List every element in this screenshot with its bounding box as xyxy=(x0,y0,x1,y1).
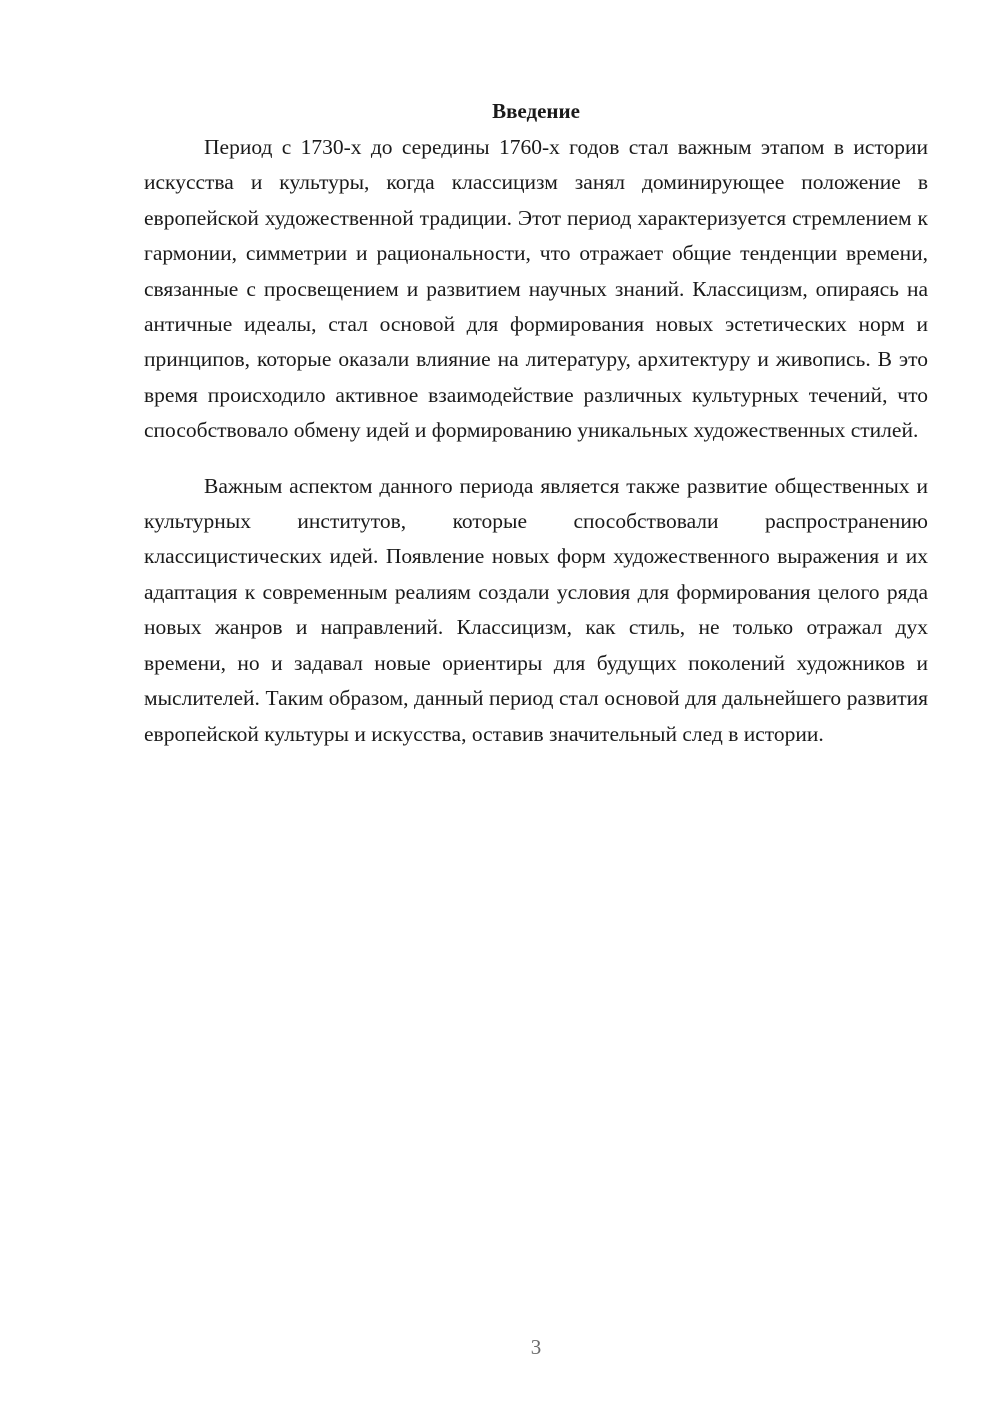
paragraph-2: Важным аспектом данного периода является также развитие общественных и культурных институтов, которые способствовали распространению классицистических идей. Появление новых форм художественного выражения и их адаптация к современным реалиям создали условия для формирования целого ряда новых жанров и направлений. Классицизм, как стиль, не только отражал дух времени, но и задавал новые ориентиры для будущих поколений художников и мыслителей. Таким образом, данный период стал основой для дальнейшего развития европейской культуры и искусства, оставив значительный след в истории. xyxy=(144,473,928,746)
section-heading: Введение xyxy=(492,99,580,123)
paragraph-1: Период с 1730-х до середины 1760-х годов стал важным этапом в истории искусства и культуры, когда классицизм занял доминирующее положение в европейской художественной традиции. Этот период характеризуется стремлением к гармонии, симметрии и рациональности, что отражает общие тенденции времени, связанные с просвещением и развитием научных знаний. Классицизм, опираясь на античные идеалы, стал основой для формирования новых эстетических норм и принципов, которые оказали влияние на литературу, архитектуру и живопись. В это время происходило активное взаимодействие различных культурных течений, что способствовало обмену идей и формированию уникальных художественных стилей. xyxy=(144,135,928,443)
page-number: 3 xyxy=(530,1335,542,1359)
page-content xyxy=(144,96,928,752)
